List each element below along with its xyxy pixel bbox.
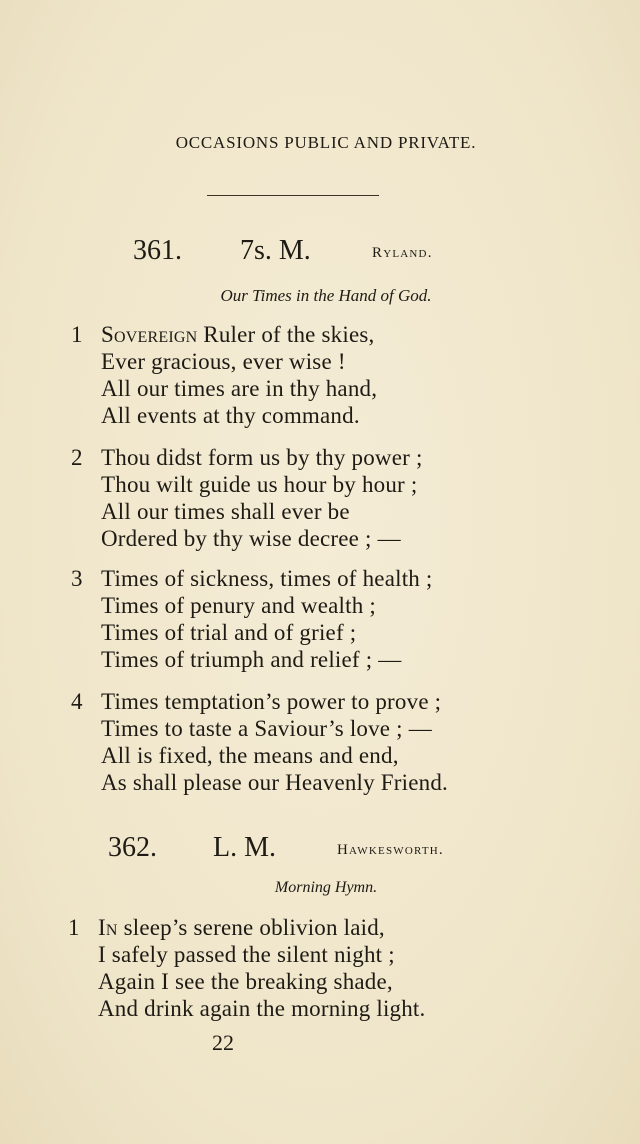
verse-line: All our times are in thy hand, xyxy=(101,376,378,401)
verse-line: I safely passed the silent night ; xyxy=(98,942,395,967)
hymn-number: 362. xyxy=(108,832,157,863)
verse-number: 3 xyxy=(71,566,83,591)
hymn-heading xyxy=(0,832,640,872)
verse-line: As shall please our Heavenly Friend. xyxy=(101,770,449,795)
hymn-heading xyxy=(0,235,640,275)
verse-line-rest: Ruler of the skies, xyxy=(197,322,375,347)
verse-line: Ordered by thy wise decree ; — xyxy=(101,526,401,551)
verse-line-rest: sleep’s serene oblivion laid, xyxy=(117,915,385,940)
page-number: 22 xyxy=(212,1030,234,1055)
hymn-meter: 7s. M. xyxy=(240,235,311,266)
verse-line: All events at thy command. xyxy=(101,403,360,428)
hymn-tune: Hawkesworth. xyxy=(337,842,444,858)
verse-line: Thou wilt guide us hour by hour ; xyxy=(101,472,418,497)
verse-line: Thou didst form us by thy power ; xyxy=(101,445,423,470)
verse-first-word: In xyxy=(98,915,118,940)
verse-line: Times to taste a Saviour’s love ; — xyxy=(101,716,432,741)
running-head: OCCASIONS PUBLIC AND PRIVATE. xyxy=(175,133,477,152)
verse-number: 4 xyxy=(71,689,83,714)
verse-line: Ever gracious, ever wise ! xyxy=(101,349,346,374)
verse-line: Times temptation’s power to prove ; xyxy=(101,689,442,714)
verse-number: 2 xyxy=(71,445,83,470)
verse-line xyxy=(101,322,374,348)
verse-line: And drink again the morning light. xyxy=(98,996,426,1021)
hymn-meter: L. M. xyxy=(213,832,276,863)
verse-line: Again I see the breaking shade, xyxy=(98,969,393,994)
section-rule xyxy=(207,195,379,196)
verse-number: 1 xyxy=(71,322,83,347)
hymn-tune: Ryland. xyxy=(372,245,433,261)
verse-line: Times of penury and wealth ; xyxy=(101,593,376,618)
verse-number: 1 xyxy=(68,915,80,940)
hymn-number: 361. xyxy=(133,235,182,266)
verse-line: All is fixed, the means and end, xyxy=(101,743,399,768)
verse-line: Times of trial and of grief ; xyxy=(101,620,357,645)
verse-line xyxy=(98,915,385,941)
hymn-subtitle: Our Times in the Hand of God. xyxy=(220,286,432,305)
hymn-subtitle: Morning Hymn. xyxy=(274,879,378,896)
verse-line: Times of sickness, times of health ; xyxy=(101,566,433,591)
verse-first-word: Sovereign xyxy=(101,322,198,347)
verse-line: Times of triumph and relief ; — xyxy=(101,647,402,672)
verse-line: All our times shall ever be xyxy=(101,499,350,524)
